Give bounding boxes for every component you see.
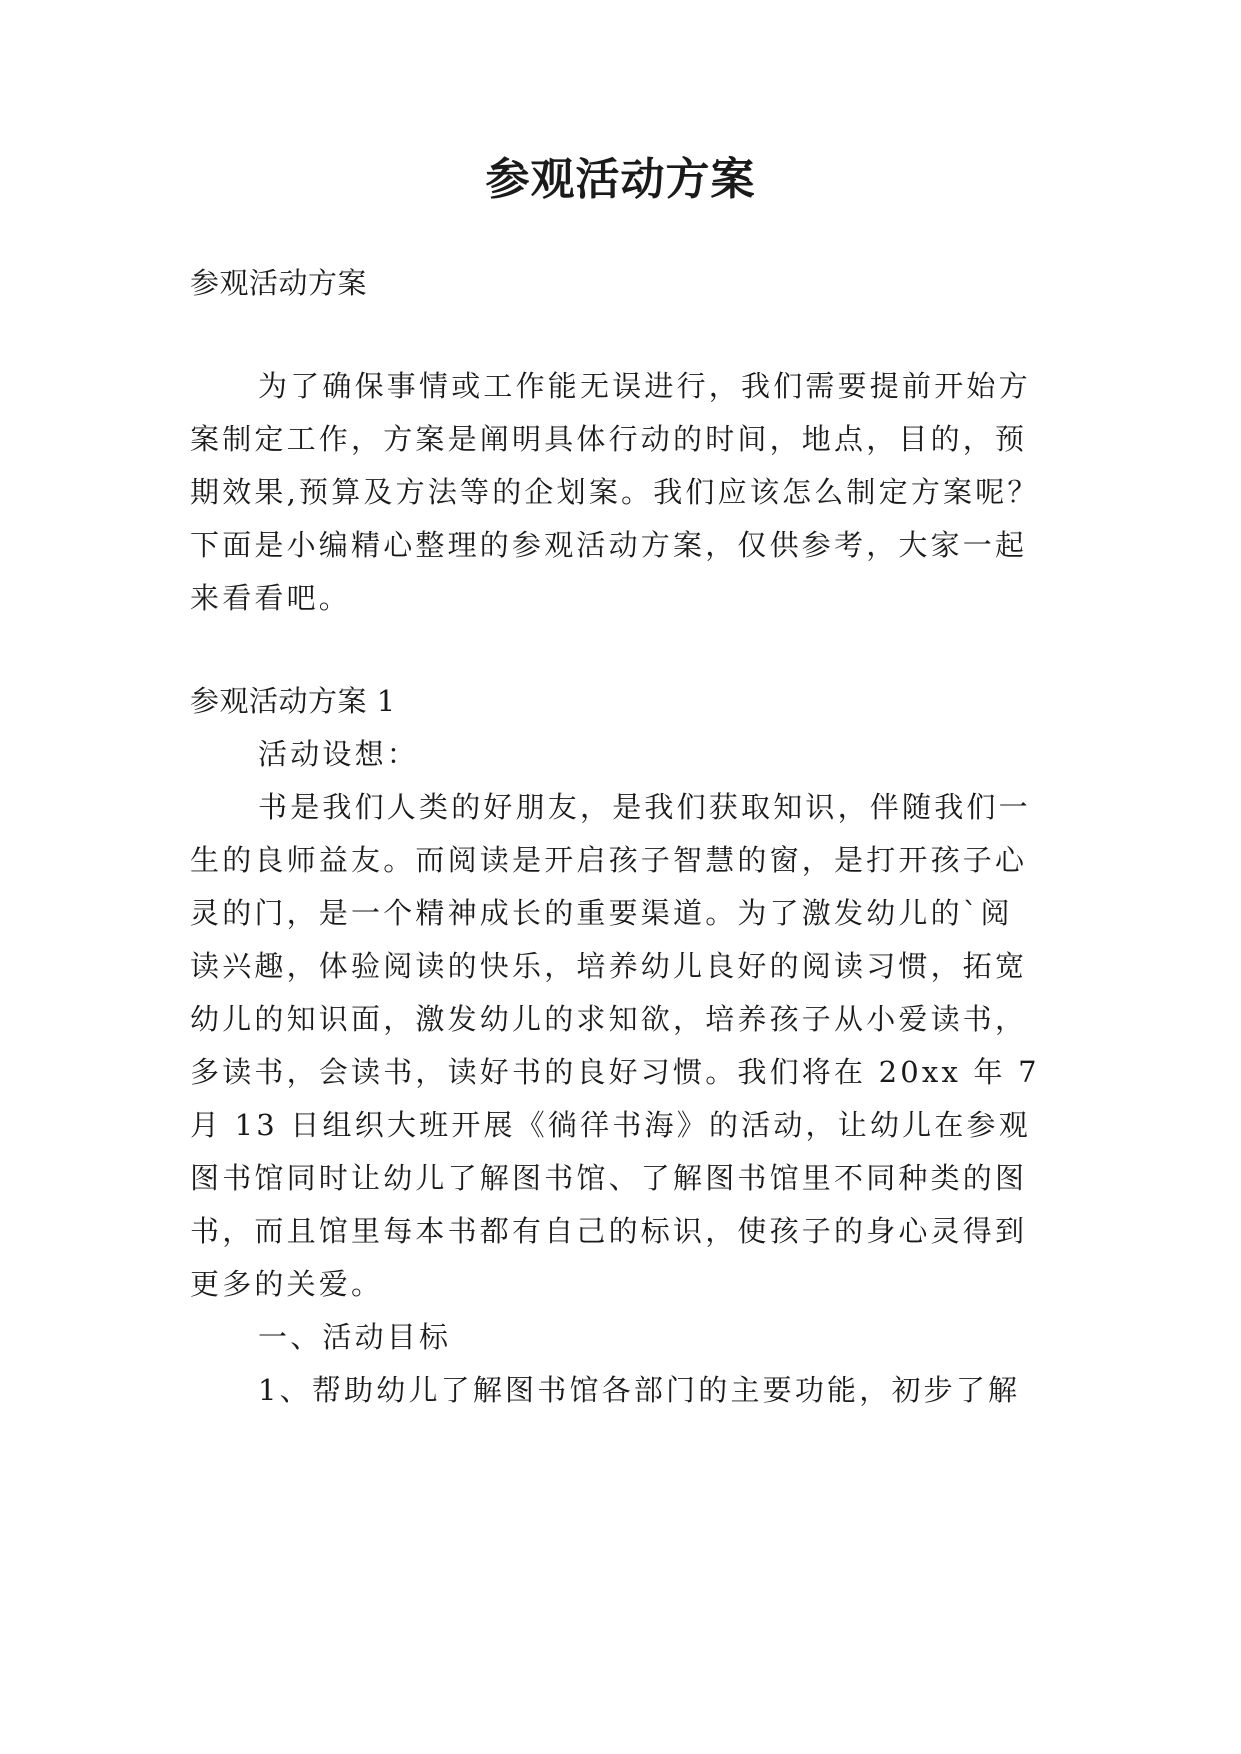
document-subtitle: 参观活动方案 <box>190 266 368 300</box>
intro-line: 案制定工作，方案是阐明具体行动的时间，地点，目的，预 <box>190 422 1028 456</box>
body-line: 生的良师益友。而阅读是开启孩子智慧的窗，是打开孩子心 <box>190 843 1028 877</box>
body-line: 读兴趣，体验阅读的快乐，培养幼儿良好的阅读习惯，拓宽 <box>190 949 1028 983</box>
goal-heading: 一、活动目标 <box>258 1320 452 1354</box>
body-line: 幼儿的知识面，激发幼儿的求知欲，培养孩子从小爱读书， <box>190 1002 1028 1036</box>
intro-line: 期效果,预算及方法等的企划案。我们应该怎么制定方案呢？ <box>190 475 1040 509</box>
section-heading: 参观活动方案 1 <box>190 684 396 718</box>
body-line: 多读书，会读书，读好书的良好习惯。我们将在 20xx 年 7 <box>190 1055 1040 1089</box>
document-title: 参观活动方案 <box>485 154 756 205</box>
intro-line: 为了确保事情或工作能无误进行，我们需要提前开始方 <box>258 369 1031 403</box>
body-line: 书，而且馆里每本书都有自己的标识，使孩子的身心灵得到 <box>190 1214 1028 1248</box>
intro-line: 下面是小编精心整理的参观活动方案，仅供参考，大家一起 <box>190 528 1028 562</box>
section-subheading: 活动设想： <box>258 737 420 771</box>
body-line: 灵的门，是一个精神成长的重要渠道。为了激发幼儿的`阅 <box>190 896 1013 930</box>
body-line: 书是我们人类的好朋友，是我们获取知识，伴随我们一 <box>258 790 1031 824</box>
body-line: 图书馆同时让幼儿了解图书馆、了解图书馆里不同种类的图 <box>190 1161 1028 1195</box>
body-line: 月 13 日组织大班开展《徜徉书海》的活动，让幼儿在参观 <box>190 1108 1031 1142</box>
body-line: 更多的关爱。 <box>190 1267 384 1301</box>
goal-item: 1、帮助幼儿了解图书馆各部门的主要功能，初步了解 <box>258 1373 1021 1407</box>
intro-line: 来看看吧。 <box>190 581 352 615</box>
